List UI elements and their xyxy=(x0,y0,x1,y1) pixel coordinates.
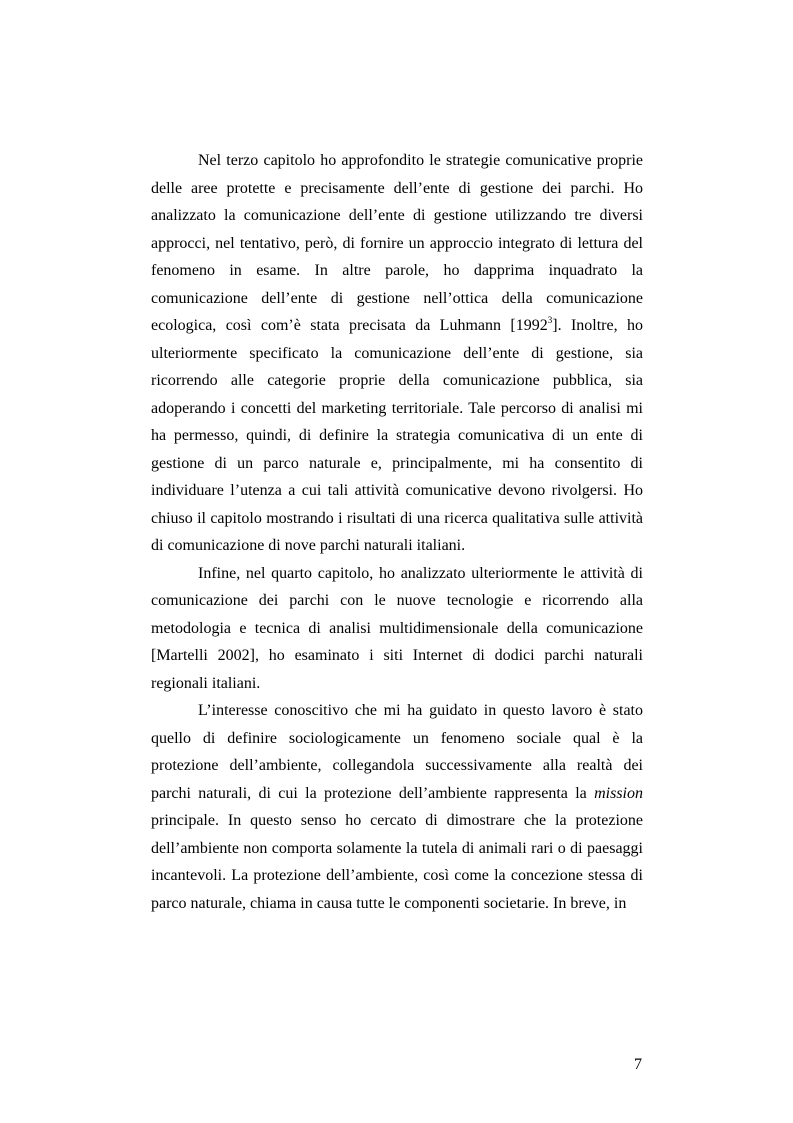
paragraph-third-chapter-text-end: ]. Inoltre, ho ulteriormente specificato la comunicazione dell’ente di gestione, sia ricorrendo alle categorie proprie della comunicazione pubblica, sia adoperando i concetti del marketing territoriale. Tale percorso di analisi mi ha permesso, quindi, di definire la strategia comunicativa di un ente di gestione di un parco naturale e, principalmente, mi ha consentito di individuare l’utenza a cui tali attività comunicative devono rivolgersi. Ho chiuso il capitolo mostrando i risultati di una ricerca qualitativa sulle attività di comunicazione di nove parchi naturali italiani. xyxy=(151,317,643,554)
paragraph-research-interest xyxy=(151,697,643,917)
page-number: 7 xyxy=(634,1056,642,1073)
paragraph-third-chapter-text-start: Nel terzo capitolo ho approfondito le strategie comunicative proprie delle aree protette e precisamente dell’ente di gestione dei parchi. Ho analizzato la comunicazione dell’ente di gestione utilizzando tre diversi approcci, nel tentativo, però, di fornire un approccio integrato di lettura del fenomeno in esame. In altre parole, ho dapprima inquadrato la comunicazione dell’ente di gestione nell’ottica della comunicazione ecologica, così com’è stata precisata da Luhmann [1992 xyxy=(151,152,643,334)
footnote-reference-3: 3 xyxy=(547,314,553,325)
paragraph-research-interest-text-start: L’interesse conoscitivo che mi ha guidato in questo lavoro è stato quello di definire sociologicamente un fenomeno sociale qual è la protezione dell’ambiente, collegandola successivamente alla realtà dei parchi naturali, di cui la protezione dell’ambiente rappresenta la xyxy=(151,702,643,802)
paragraph-fourth-chapter-text: Infine, nel quarto capitolo, ho analizzato ulteriormente le attività di comunicazione dei parchi con le nuove tecnologie e ricorrendo alla metodologia e tecnica di analisi multidimensionale della comunicazione [Martelli 2002], ho esaminato i siti Internet di dodici parchi naturali regionali italiani. xyxy=(151,564,643,692)
paragraph-third-chapter xyxy=(151,147,643,560)
paragraph-fourth-chapter xyxy=(151,560,643,698)
paragraph-research-interest-text-end: principale. In questo senso ho cercato di dimostrare che la protezione dell’ambiente non comporta solamente la tutela di animali rari o di paesaggi incantevoli. La protezione dell’ambiente, così come la concezione stessa di parco naturale, chiama in causa tutte le componenti societarie. In breve, in xyxy=(151,812,643,912)
body-text xyxy=(151,147,643,917)
mission-emphasis: mission xyxy=(594,784,643,802)
